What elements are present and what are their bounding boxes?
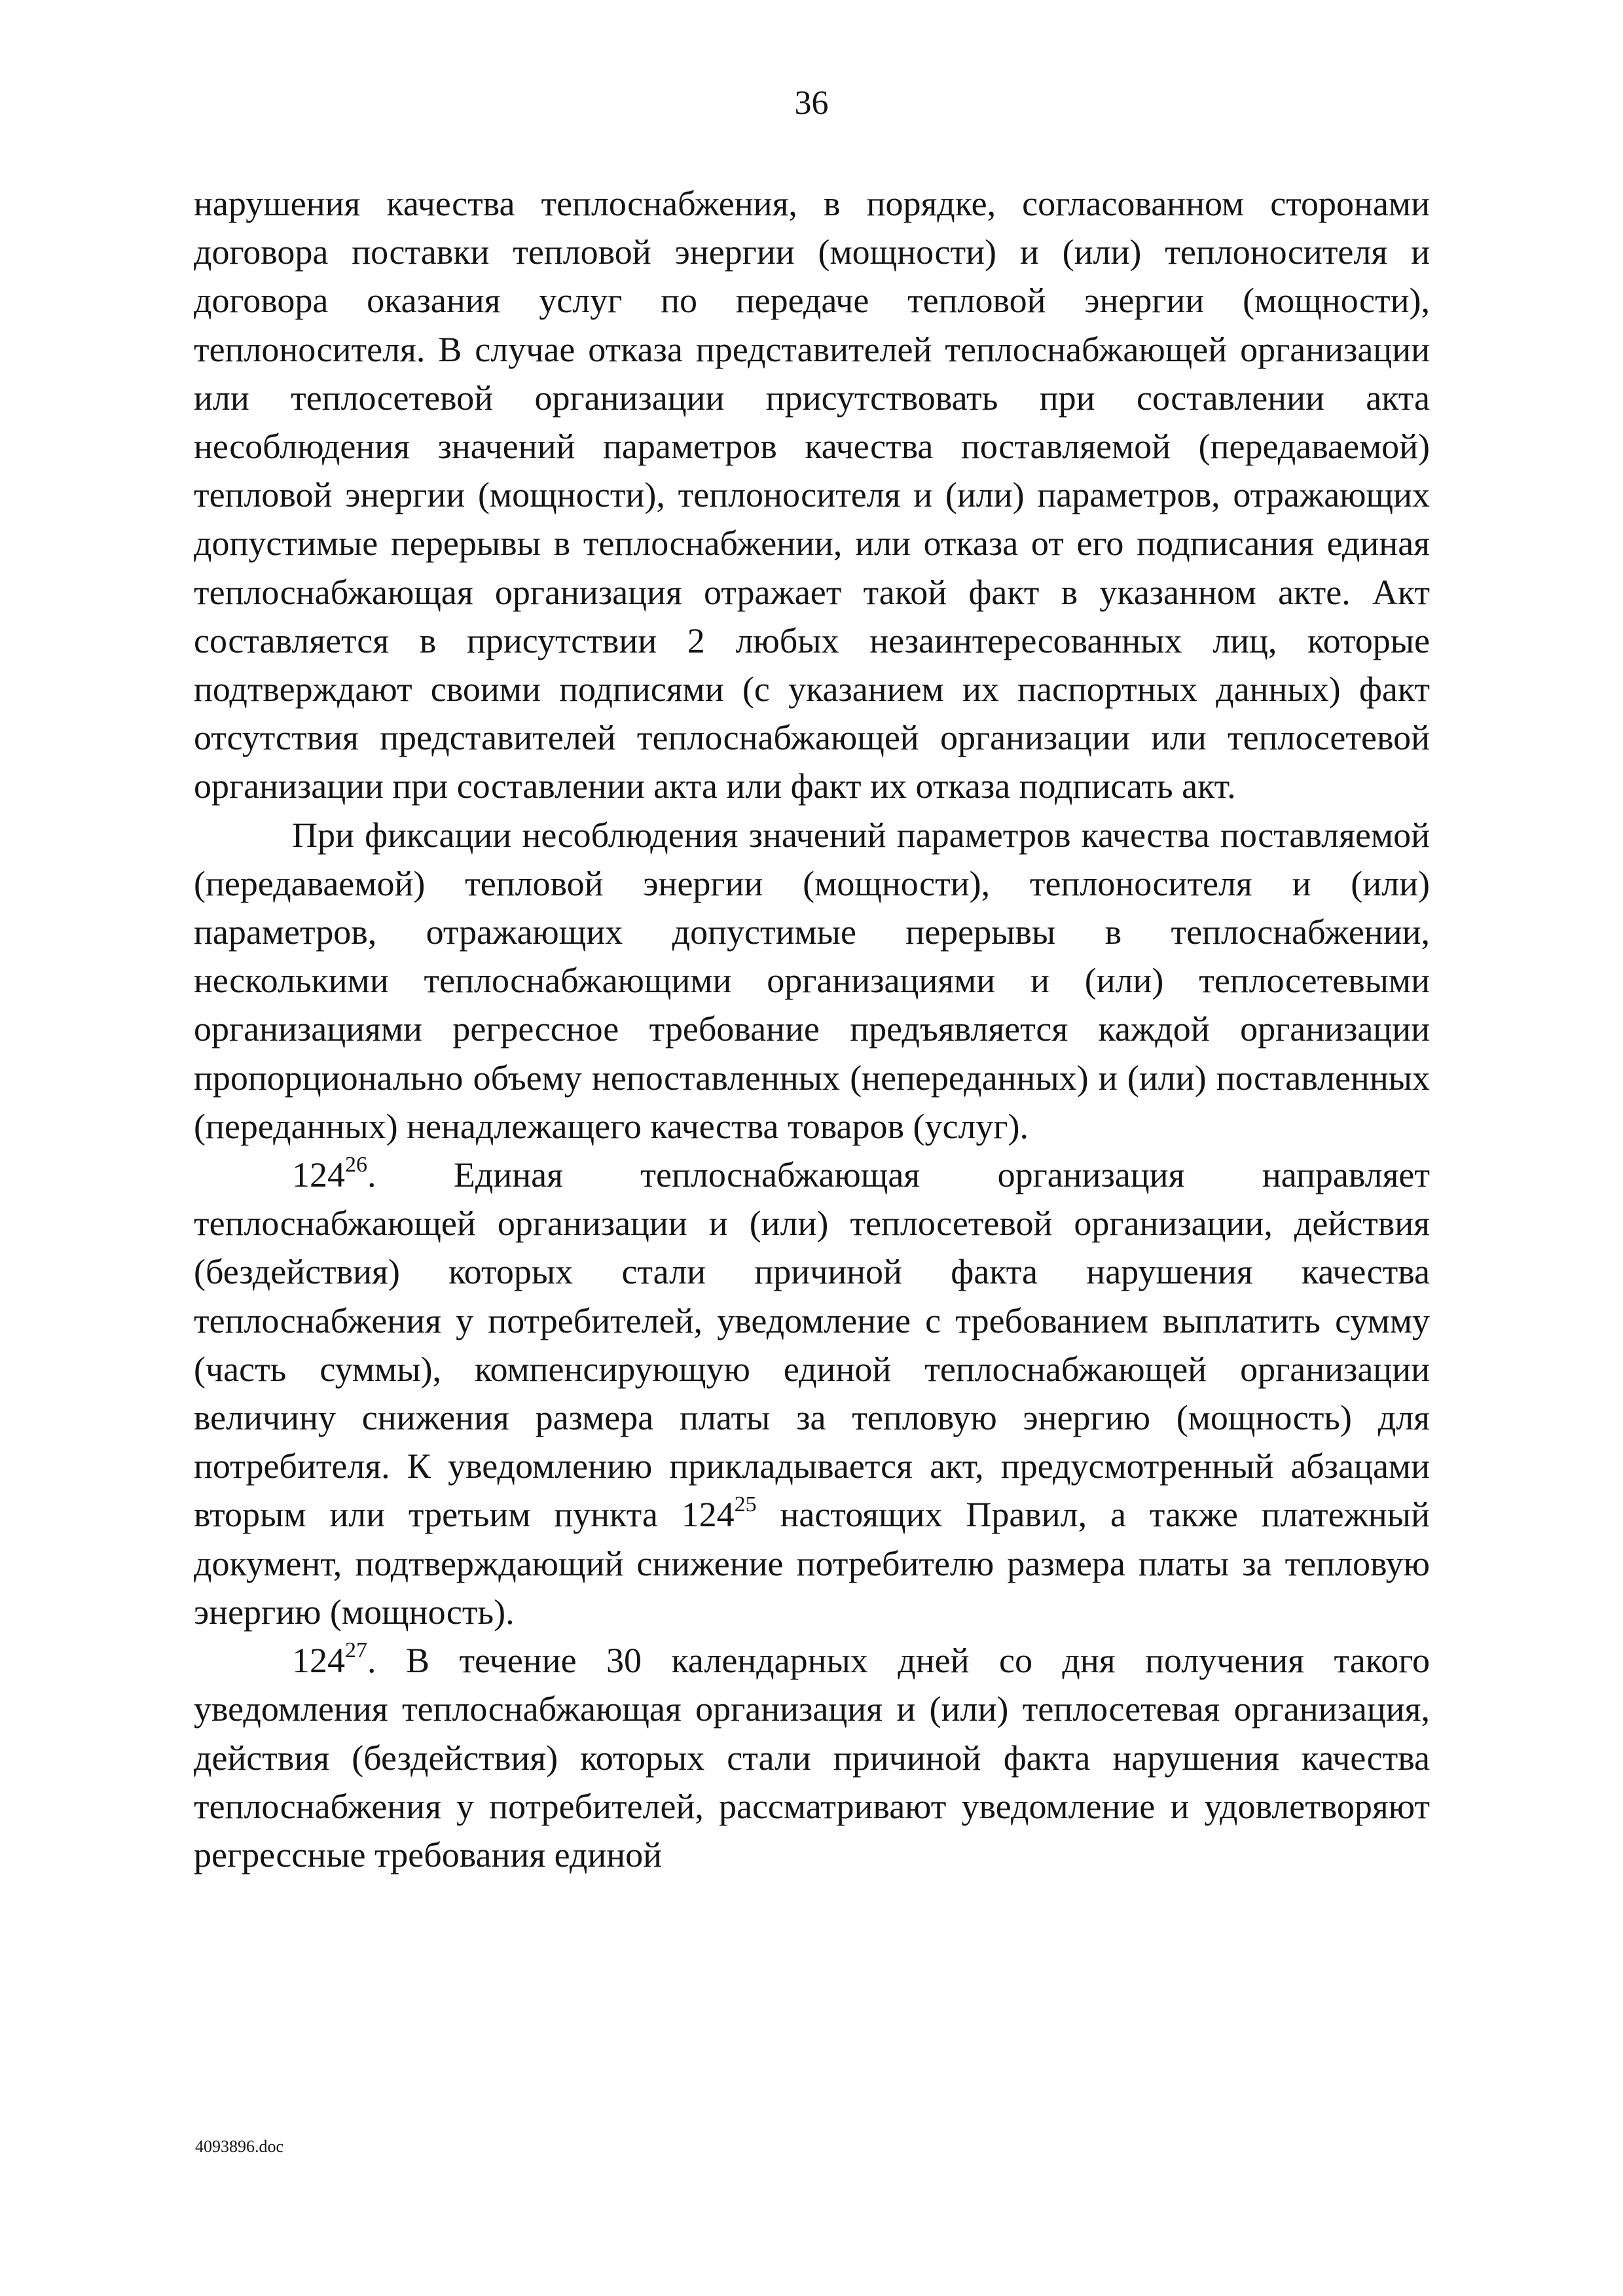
item-number-base: 124 xyxy=(292,1641,345,1681)
item-number-superscript: 27 xyxy=(345,1638,367,1663)
document-body xyxy=(194,179,1430,1879)
paragraph-continuation: нарушения качества теплоснабжения, в порядке, согласованном сторонами договора поставки тепловой энергии (мощности) и (или) теплоносителя и договора оказания услуг по передаче тепловой энергии (мощности), теплоносителя. В случае отказа представителей теплоснабжающей организации или теплосетевой организации присутствовать при составлении акта несоблюдения значений параметров качества поставляемой (передаваемой) тепловой энергии (мощности), теплоносителя и (или) параметров, отражающих допустимые перерывы в теплоснабжении, или отказа от его подписания единая теплоснабжающая организация отражает такой факт в указанном акте. Акт составляется в присутствии 2 любых незаинтересованных лиц, которые подтверждают своими подписями (с указанием их паспортных данных) факт отсутствия представителей теплоснабжающей организации или теплосетевой организации при составлении акта или факт их отказа подписать акт. xyxy=(194,184,1430,806)
item-text: . В течение 30 календарных дней со дня получения такого уведомления теплоснабжающая организация и (или) теплосетевая организация, действия (бездействия) которых стали причиной факта нарушения качества теплоснабжения у потребителей, рассматривают уведомление и удовлетворяют регрессные требования единой xyxy=(194,1641,1430,1874)
item-reference-superscript: 25 xyxy=(734,1492,757,1517)
paragraph-item-124-27 xyxy=(194,1636,1430,1879)
item-number-base: 124 xyxy=(292,1155,345,1195)
item-reference-base: 124 xyxy=(681,1495,735,1535)
item-reference xyxy=(681,1492,757,1535)
document-filename: 4093896.doc xyxy=(195,2137,284,2156)
paragraph-regress-claim: При фиксации несоблюдения значений параметров качества поставляемой (передаваемой) тепловой энергии (мощности), теплоносителя и (или) параметров, отражающих допустимые перерывы в теплоснабжении, несколькими теплоснабжающими организациями и (или) теплосетевыми организациями регрессное требование предъявляется каждой организации пропорционально объему непоставленных (непереданных) и (или) поставленных (переданных) ненадлежащего качества товаров (услуг). xyxy=(194,815,1430,1146)
item-number xyxy=(292,1638,367,1681)
item-number-superscript: 26 xyxy=(345,1153,367,1177)
paragraph-item-124-26 xyxy=(194,1151,1430,1636)
page-number: 36 xyxy=(794,84,829,122)
item-text-part-2: настоящих Правил, а также платежный документ, подтверждающий снижение потребителю размера платы за тепловую энергию (мощность). xyxy=(194,1495,1430,1632)
item-number xyxy=(292,1155,367,1194)
item-text-part-1: . Единая теплоснабжающая организация направляет теплоснабжающей организации и (или) теплосетевой организации, действия (бездействия) которых стали причиной факта нарушения качества теплоснабжения у потребителей, уведомление с требованием выплатить сумму (часть суммы), компенсирующую единой теплоснабжающей организации величину снижения размера платы за тепловую энергию (мощность) для потребителя. К уведомлению прикладывается акт, предусмотренный абзацами вторым или третьим пункта xyxy=(194,1155,1430,1535)
